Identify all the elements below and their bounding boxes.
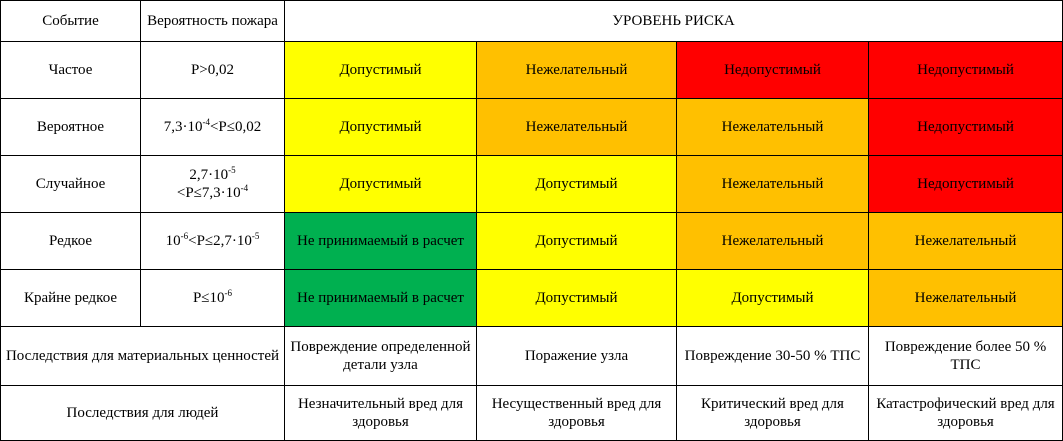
risk-cell: Допустимый [477,213,677,270]
header-probability: Вероятность пожара [141,1,285,42]
probability-cell [141,156,285,213]
probability-text: P>0,02 [190,62,235,78]
consequence-cell: Повреждение определенной детали узла [285,327,477,386]
consequences-material-row [1,327,1063,386]
header-risk-level: УРОВЕНЬ РИСКА [285,1,1063,42]
event-cell: Крайне редкое [1,270,141,327]
risk-cell: Допустимый [677,270,869,327]
probability-text: 7,3·10 [163,119,203,135]
probability-cell [141,270,285,327]
consequence-cell: Несущественный вред для здоровья [477,386,677,441]
probability-exponent: -5 [251,231,260,241]
probability-cell [141,42,285,99]
risk-row-extremely-rare [1,270,1063,327]
probability-exponent: -5 [228,165,236,175]
consequence-cell: Катастрофический вред для здоровья [869,386,1063,441]
probability-exponent: -4 [202,117,210,127]
consequence-cell: Повреждение более 50 % ТПС [869,327,1063,386]
risk-cell: Допустимый [285,99,477,156]
risk-cell: Нежелательный [477,99,677,156]
event-cell: Случайное [1,156,141,213]
risk-cell: Допустимый [477,270,677,327]
consequences-people-row [1,386,1063,441]
probability-text: <P≤7,3·10 [176,185,241,201]
consequence-cell: Критический вред для здоровья [677,386,869,441]
consequence-cell: Повреждение 30-50 % ТПС [677,327,869,386]
probability-text: 2,7·10 [189,167,229,183]
risk-row-rare [1,213,1063,270]
event-cell: Частое [1,42,141,99]
consequence-cell: Поражение узла [477,327,677,386]
risk-cell: Нежелательный [677,99,869,156]
risk-cell: Не принимаемый в расчет [285,270,477,327]
risk-cell: Недопустимый [677,42,869,99]
probability-cell [141,213,285,270]
risk-row-occasional [1,156,1063,213]
risk-cell: Допустимый [477,156,677,213]
consequence-cell: Незначительный вред для здоровья [285,386,477,441]
risk-cell: Нежелательный [477,42,677,99]
probability-exponent: -4 [240,183,249,193]
risk-cell: Нежелательный [677,213,869,270]
probability-exponent: -6 [180,231,189,241]
probability-cell [141,99,285,156]
risk-cell: Допустимый [285,42,477,99]
event-cell: Редкое [1,213,141,270]
risk-cell: Нежелательный [677,156,869,213]
risk-row-probable [1,99,1063,156]
risk-cell: Недопустимый [869,156,1063,213]
risk-cell: Недопустимый [869,99,1063,156]
probability-text: <P≤0,02 [209,119,262,135]
risk-cell: Недопустимый [869,42,1063,99]
risk-row-frequent [1,42,1063,99]
probability-text: <P≤2,7·10 [188,233,252,249]
risk-cell: Не принимаемый в расчет [285,213,477,270]
header-row [1,1,1063,42]
consequences-people-label: Последствия для людей [1,386,285,441]
risk-cell: Нежелательный [869,213,1063,270]
event-cell: Вероятное [1,99,141,156]
risk-cell: Нежелательный [869,270,1063,327]
consequences-material-label: Последствия для материальных ценностей [1,327,285,386]
risk-cell: Допустимый [285,156,477,213]
header-event: Событие [1,1,141,42]
probability-exponent: -6 [224,288,233,298]
probability-text: P≤10 [192,290,225,306]
probability-text: 10 [165,233,181,249]
